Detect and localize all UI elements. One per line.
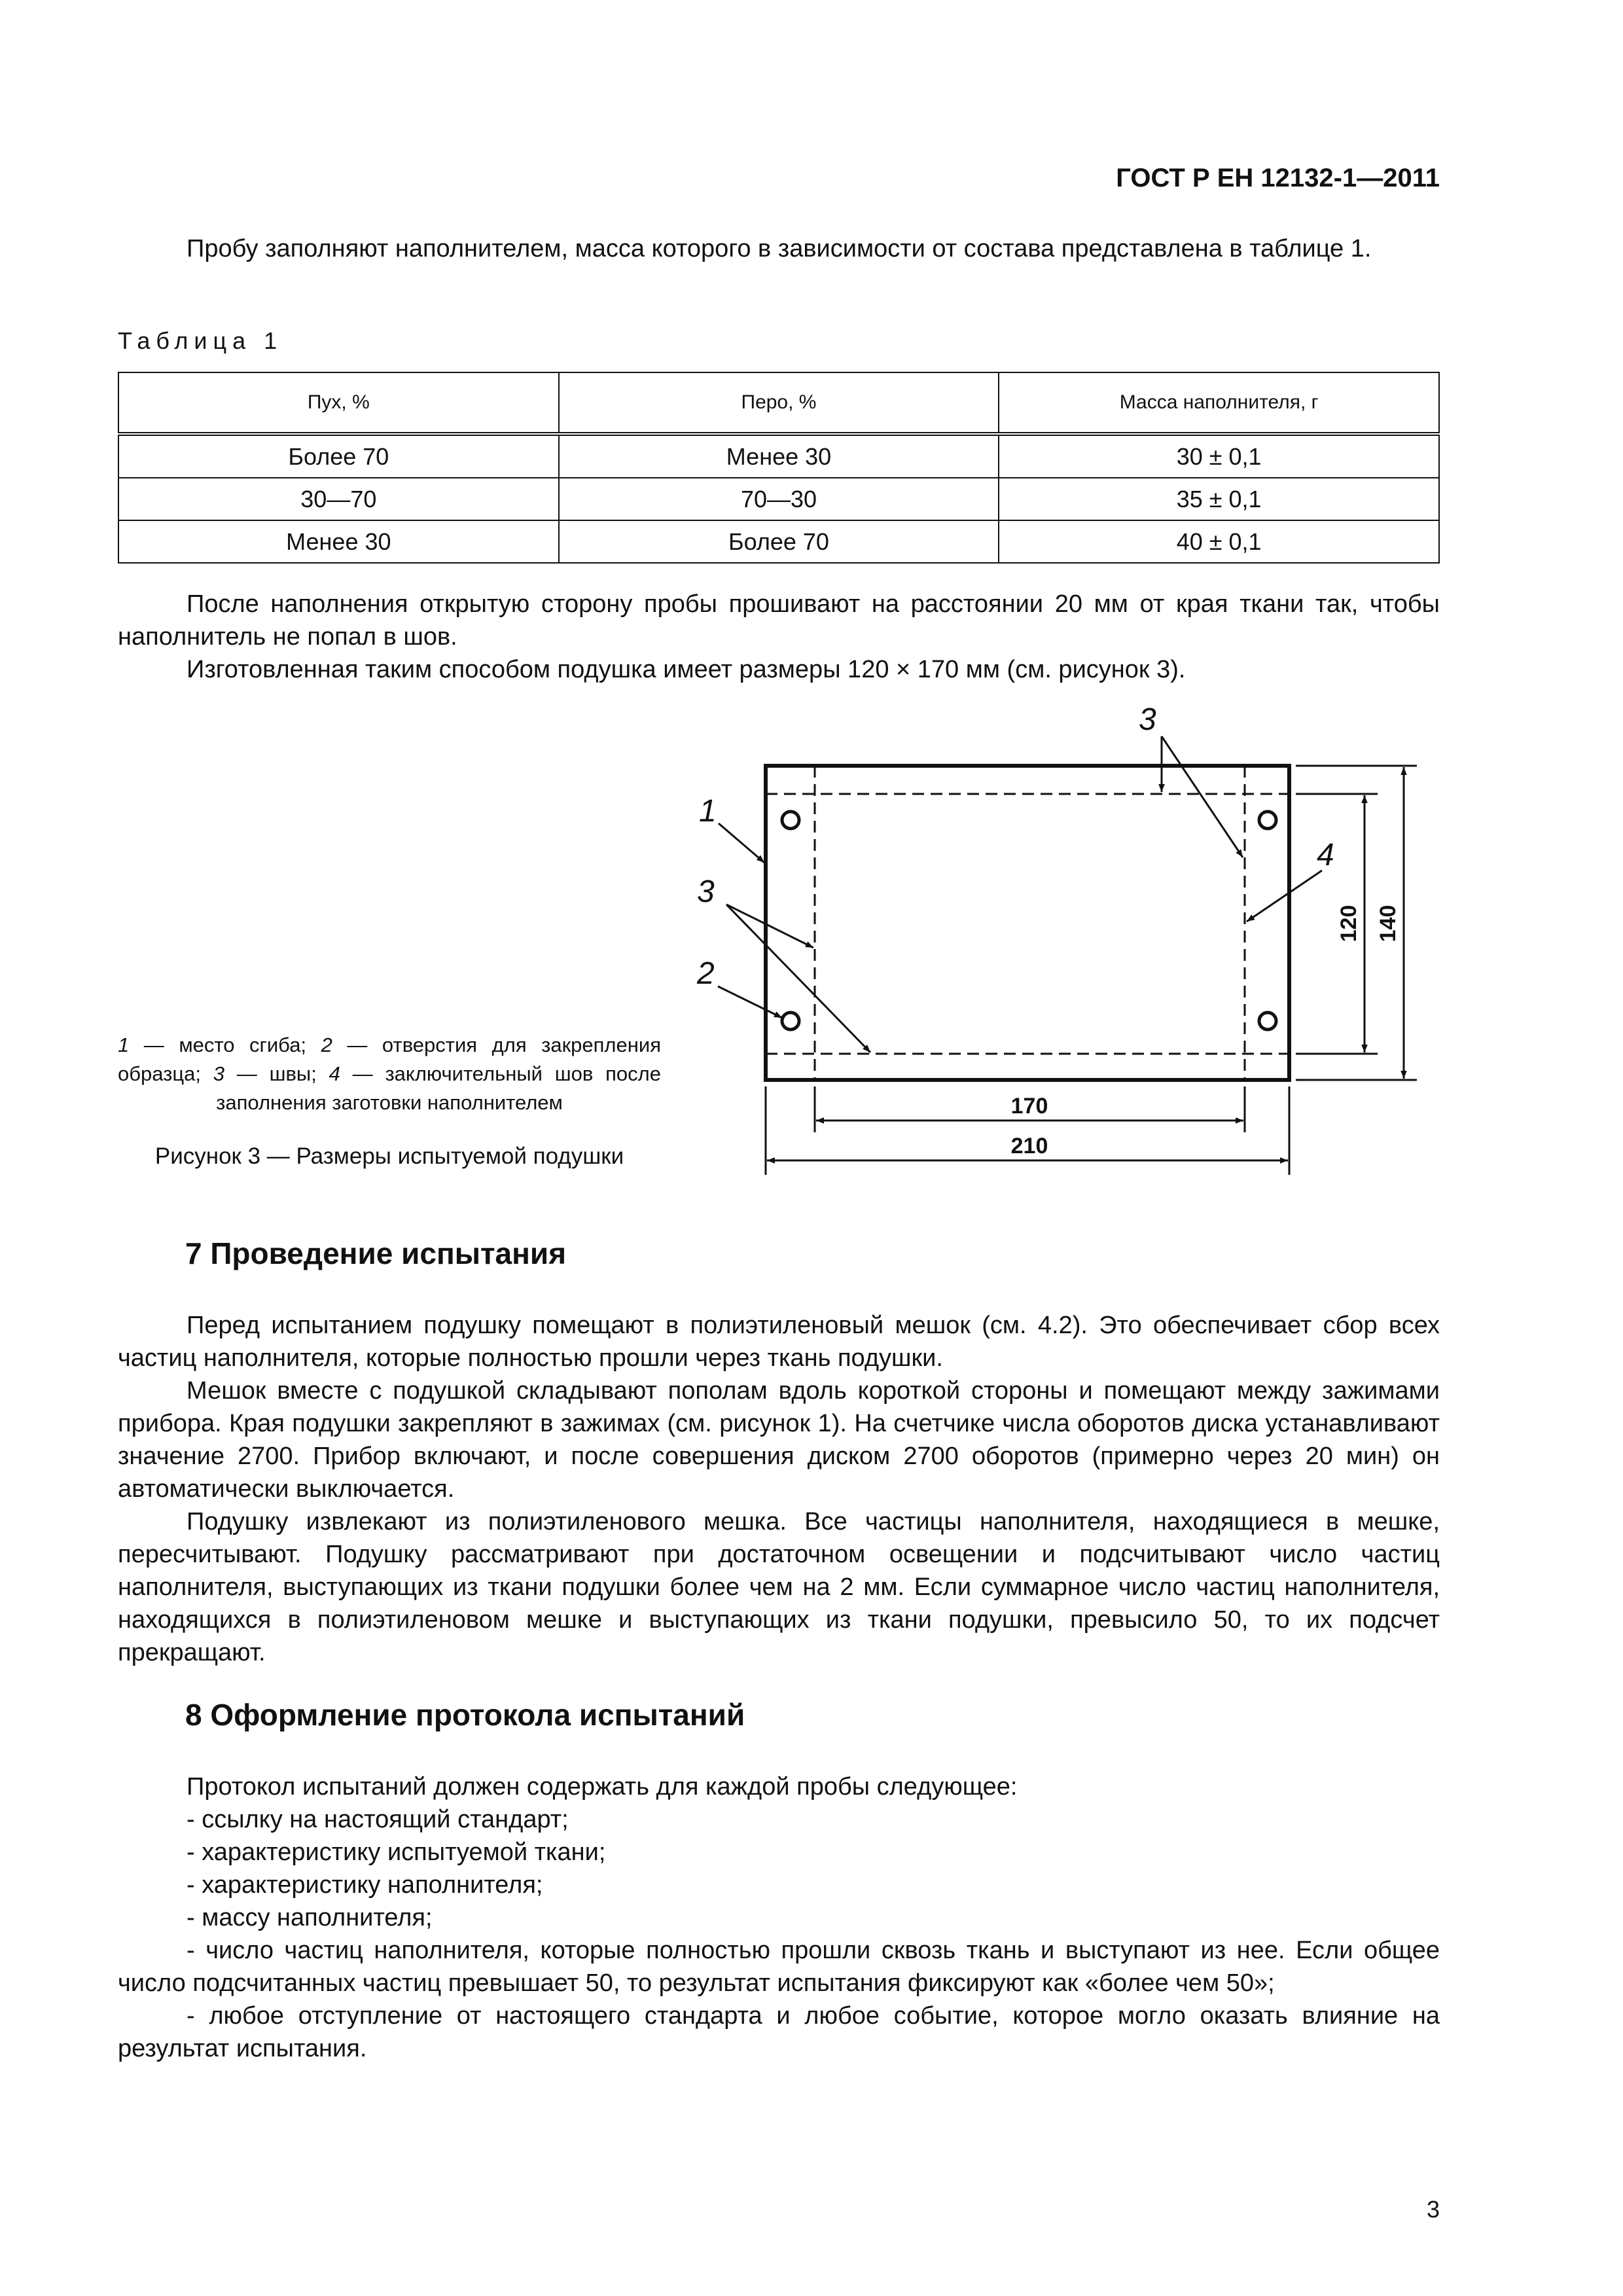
after-table-paragraph-2: Изготовленная таким способом подушка имеет размеры 120 × 170 мм (см. рисунок 3). <box>187 656 1186 683</box>
list-item: - характеристику испытуемой ткани; <box>187 1839 606 1866</box>
table-cell: 40 ± 0,1 <box>999 520 1439 563</box>
table-cell: Менее 30 <box>559 434 999 478</box>
seams <box>766 766 1289 1080</box>
column-header: Перо, % <box>559 372 999 434</box>
section-7-title: 7 Проведение испытания <box>185 1236 567 1270</box>
fixing-holes <box>782 812 1276 1030</box>
label-3a: 3 <box>697 874 715 909</box>
section-8-title: 8 Оформление протокола испытаний <box>185 1698 745 1732</box>
standard-code: ГОСТ Р ЕН 12132-1—2011 <box>1116 164 1440 192</box>
list-item: - характеристику наполнителя; <box>187 1871 543 1899</box>
section-7-paragraph-1: Перед испытанием подушку помещают в полиэтиленовый мешок (см. 4.2). Это обеспечивает сбор всех частиц наполнителя, которые полностью прошли через ткань подушки. <box>118 1312 1440 1372</box>
table-cell: 30—70 <box>118 478 559 520</box>
section-8-intro: Протокол испытаний должен содержать для каждой пробы следующее: <box>187 1773 1018 1801</box>
list-item: - любое отступление от настоящего стандарта и любое событие, которое могло оказать влияние на результат испытания. <box>118 2002 1440 2062</box>
list-item: - число частиц наполнителя, которые полностью прошли сквозь ткань и выступают из нее. Если общее число подсчитанных частиц превышает 50, то результат испытания фиксируют как «более чем 50»; <box>118 1937 1440 1997</box>
label-3b: 3 <box>1139 702 1156 737</box>
intro-paragraph: Пробу заполняют наполнителем, масса которого в зависимости от состава представлена в таблице 1. <box>187 235 1372 262</box>
table-cell: Более 70 <box>559 520 999 563</box>
label-4: 4 <box>1317 838 1334 872</box>
figure-caption: Рисунок 3 — Размеры испытуемой подушки <box>154 1143 624 1169</box>
dim-120: 120 <box>1336 905 1361 942</box>
table-cell: 30 ± 0,1 <box>999 434 1439 478</box>
table-cell: Более 70 <box>118 434 559 478</box>
dim-140: 140 <box>1376 905 1400 942</box>
dim-170: 170 <box>1010 1094 1048 1119</box>
column-header: Пух, % <box>118 372 559 434</box>
dim-210: 210 <box>1010 1134 1048 1158</box>
label-2: 2 <box>697 956 715 991</box>
label-1: 1 <box>699 794 717 829</box>
list-item: - ссылку на настоящий стандарт; <box>187 1806 569 1833</box>
column-header: Масса наполнителя, г <box>999 372 1439 434</box>
after-table-paragraph-1: После наполнения открытую сторону пробы прошивают на расстоянии 20 мм от края ткани так, чтобы наполнитель не попал в шов. <box>118 590 1440 651</box>
list-item: - массу наполнителя; <box>187 1904 433 1931</box>
section-7-paragraph-2: Мешок вместе с подушкой складывают пополам вдоль короткой стороны и помещают между зажимами прибора. Края подушки закрепляют в зажимах (см. рисунок 1). На счетчике числа оборотов диска устанавливают значение 2700. Прибор включают, и после совершения диском 2700 оборотов (примерно через 20 мин) он автоматически выключается. <box>118 1377 1440 1503</box>
table-title: Таблица 1 <box>118 327 283 354</box>
pillow-outline <box>766 766 1289 1080</box>
section-7-paragraph-3: Подушку извлекают из полиэтиленового мешка. Все частицы наполнителя, находящиеся в мешке, пересчитывают. Подушку рассматривают при достаточном освещении и подсчитывают число частиц наполнителя, выступающих из ткани подушки более чем на 2 мм. Если суммарное число частиц наполнителя, находящихся в полиэтиленовом мешке и выступающих из ткани подушки, превысило 50, то их подсчет прекращают. <box>118 1508 1440 1666</box>
table-cell: 70—30 <box>559 478 999 520</box>
table-cell: 35 ± 0,1 <box>999 478 1439 520</box>
page-number: 3 <box>1426 2196 1440 2223</box>
table-cell: Менее 30 <box>118 520 559 563</box>
figure-legend: 1 — место сгиба; 2 — отверстия для закрепления образца; 3 — швы; 4 — заключительный шов после заполнения заготовки наполнителем <box>118 1033 661 1114</box>
